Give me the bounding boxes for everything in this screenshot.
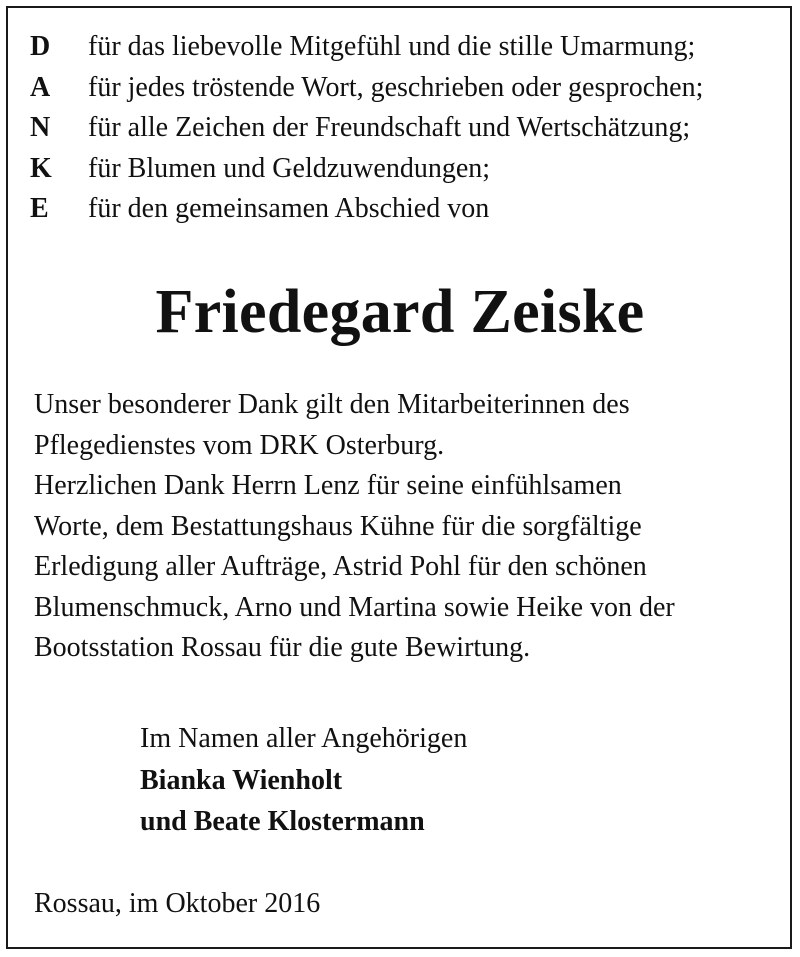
deceased-name: Friedegard Zeiske [155, 278, 645, 346]
acrostic-letter: D [30, 31, 51, 62]
signer-name: und Beate Klostermann [140, 806, 425, 837]
acrostic-text: für alle Zeichen der Freundschaft und Wertschätzung; [88, 112, 691, 143]
acrostic-letter: N [30, 112, 51, 143]
signature-block [140, 718, 467, 843]
closing-intro: Im Namen aller Angehörigen [140, 723, 468, 754]
paragraph-line: Pflegedienstes vom DRK Osterburg. [34, 429, 445, 461]
acrostic-text: für jedes tröstende Wort, geschrieben oder gesprochen; [88, 71, 704, 103]
paragraph-line: Herzlichen Dank Herrn Lenz für seine einfühlsamen [34, 470, 622, 501]
paragraph-line: Erledigung aller Aufträge, Astrid Pohl für den schönen [34, 551, 647, 582]
acrostic-letter: A [30, 71, 51, 103]
thanks-paragraph [34, 385, 675, 669]
paragraph-line: Unser besonderer Dank gilt den Mitarbeiterinnen des [34, 389, 630, 420]
paragraph-line: Blumenschmuck, Arno und Martina sowie Heike von der [34, 591, 675, 623]
acrostic-letter: K [30, 152, 52, 184]
place-and-date: Rossau, im Oktober 2016 [34, 888, 321, 919]
acrostic-letter: E [30, 193, 49, 224]
acrostic-text: für das liebevolle Mitgefühl und die stille Umarmung; [88, 31, 696, 62]
signer-name: Bianka Wienholt [140, 764, 343, 796]
paragraph-line: Bootsstation Rossau für die gute Bewirtung. [34, 632, 531, 663]
acrostic-text: für Blumen und Geldzuwendungen; [88, 152, 491, 184]
acrostic-text: für den gemeinsamen Abschied von [88, 193, 490, 224]
paragraph-line: Worte, dem Bestattungshaus Kühne für die sorgfältige [34, 510, 642, 542]
